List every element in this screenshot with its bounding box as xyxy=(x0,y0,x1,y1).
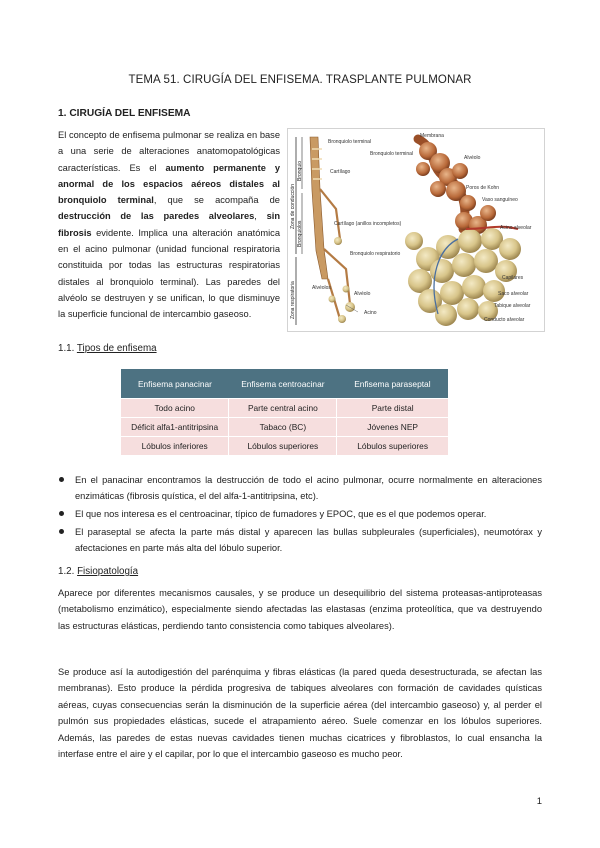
fisiopatologia-paragraph-2: Se produce así la autodigestión del parénquima y fibras elásticas (la pared queda desestructurada, se afectan las membranas). Esto produce la pérdida progresiva de tabiques alveolares con formación de cavidades quísticas aéreas, cuyas consecuencias serán la disminución de la superficie aérea (del intercambio gaseoso) y, al perder el pulmón sus propiedades elásticas, sucede el atrapamiento aéreo. Suele comenzar en los lóbulos superiores. Además, las paredes de estas nuevas cavidades tienen muchas cicatrices y fibroblastos, lo cual ensancha la interfase entre el aire y el capilar, por lo que el intercambio gaseoso es mucho peor. xyxy=(58,667,542,760)
label-poros: Poros de Kohn xyxy=(466,185,500,191)
subsection-heading-fisiopatologia: 1.2. Fisiopatología xyxy=(58,566,139,577)
page-number: 1 xyxy=(536,796,542,807)
acinus-anatomy-figure xyxy=(287,128,545,332)
table-cell: Parte central acino xyxy=(229,399,337,418)
acinus-magnified xyxy=(405,139,521,326)
table-row xyxy=(121,437,448,456)
label-conduccion: Zona de conducción xyxy=(290,183,296,229)
label-saco: Saco alveolar xyxy=(498,291,529,297)
label-tabique: Tabique alveolar xyxy=(494,303,531,309)
label-cartilago-anillos: Cartílago (anillos incompletos) xyxy=(334,221,402,227)
label-vaso: Vaso sanguíneo xyxy=(482,197,518,203)
table-cell: Lóbulos superiores xyxy=(337,437,448,456)
label-membrana: Membrana xyxy=(420,133,444,139)
table-cell: Lóbulos inferiores xyxy=(121,437,229,456)
label-capilares: Capilares xyxy=(502,275,524,281)
label-acino-right: Acino alveolar xyxy=(500,225,532,231)
section-heading-cirugia: 1. CIRUGÍA DEL ENFISEMA xyxy=(58,108,191,119)
table-header-row xyxy=(121,369,448,399)
label-bronquiolo-terminal-left: Bronquiolo terminal xyxy=(328,139,372,145)
list-item: El que nos interesa es el centroacinar, típico de fumadores y EPOC, que es el que podemos operar. xyxy=(58,506,542,522)
table-cell: Todo acino xyxy=(121,399,229,418)
bullet-dot-icon xyxy=(59,511,64,516)
intro-paragraph: El concepto de enfisema pulmonar se realiza en base a una serie de alteraciones anatomopatológicas características. Es el aumento permanente y anormal de los espacios aéreos distales al bronquiolo terminal, que se acompaña de destrucción de las paredes alveolares, sin fibrosis evidente. Implica una alteración anatómica en el acino pulmonar (unidad funcional respiratoria constituida por todas las estructuras respiratorias distales al bronquiolo terminal). Las paredes del alvéolo se destruyen y se unifican, lo que disminuye la superficie funcional de intercambio gaseoso. xyxy=(58,130,280,320)
table-header-cell: Enfisema panacinar xyxy=(121,369,229,399)
emphysema-types-table xyxy=(121,369,448,455)
label-bronquiolo-terminal-right: Bronquiolo terminal xyxy=(370,151,414,157)
table-cell: Parte distal xyxy=(337,399,448,418)
label-acino-left: Acino xyxy=(364,310,377,316)
label-cartilago: Cartílago xyxy=(330,169,351,175)
bullet-dot-icon xyxy=(59,477,64,482)
label-alveolo-right: Alvéolo xyxy=(464,155,481,161)
bullet-dot-icon xyxy=(59,529,64,534)
label-bronquiolo: Bronquiolos xyxy=(297,220,303,247)
label-respiratoria: Zona respiratoria xyxy=(290,281,296,319)
emphysema-bullet-list xyxy=(58,472,542,558)
label-bronquiolo-resp: Bronquiolo respiratorio xyxy=(350,251,401,257)
airway-brackets xyxy=(290,137,303,325)
table-header-cell: Enfisema paraseptal xyxy=(337,369,448,399)
fisiopatologia-paragraph-1: Aparece por diferentes mecanismos causales, y se produce un desequilibrio del sistema proteasas-antiproteasas (metabolismo enzimático), especialmente siendo afectadas las elastasas (enzima proteolítica, que va destruyendo las estructuras elásticas, perdiendo tanto consistencia como tabiques alveolares). xyxy=(58,588,542,631)
airway-tree xyxy=(310,137,355,323)
table-row xyxy=(121,399,448,418)
label-alveolos-left: Alvéolos xyxy=(312,285,331,291)
list-item: En el panacinar encontramos la destrucción de todo el acino pulmonar, ocurre normalmente en alteraciones enzimáticas (fibrosis quística, el del alfa-1-antitripsina, etc). xyxy=(58,472,542,504)
table-cell: Tabaco (BC) xyxy=(229,418,337,437)
label-conducto: Conducto alveolar xyxy=(484,317,525,323)
label-bronquio: Bronquio xyxy=(297,160,303,181)
acinus-illustration xyxy=(288,129,544,331)
page-title: TEMA 51. CIRUGÍA DEL ENFISEMA. TRASPLANTE PULMONAR xyxy=(128,74,472,86)
table-cell: Lóbulos superiores xyxy=(229,437,337,456)
table-cell: Jóvenes NEP xyxy=(337,418,448,437)
table-cell: Déficit alfa1-antitripsina xyxy=(121,418,229,437)
table-header-cell: Enfisema centroacinar xyxy=(229,369,337,399)
label-alveolo-left: Alvéolo xyxy=(354,291,371,297)
subsection-heading-tipos: 1.1. Tipos de enfisema xyxy=(58,343,157,354)
list-item: El paraseptal se afecta la parte más distal y aparecen las bullas subpleurales (superficiales), neumotórax y afectaciones en parte más alta del lóbulo superior. xyxy=(58,524,542,556)
table-row xyxy=(121,418,448,437)
